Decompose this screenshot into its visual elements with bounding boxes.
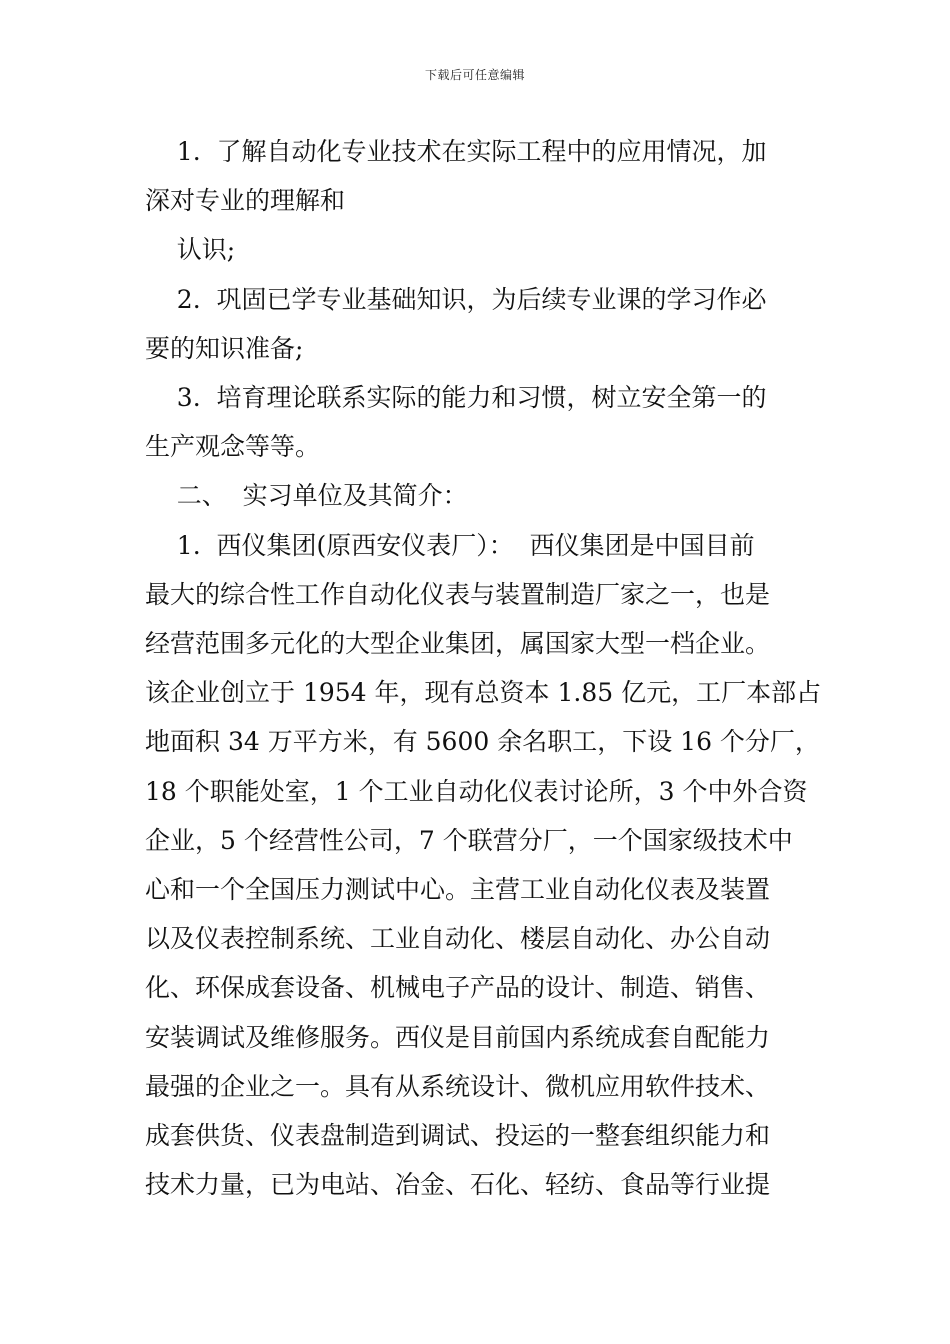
text-line: 3. 培育理论联系实际的能力和习惯，树立安全第一的 <box>145 383 767 413</box>
text-line: 深对专业的理解和 <box>145 186 346 216</box>
section-heading: 二、 实习单位及其简介： <box>145 481 468 511</box>
text-line: 18 个职能处室，1 个工业自动化仪表讨论所，3 个中外合资 <box>145 776 808 806</box>
text-line: 以及仪表控制系统、工业自动化、楼层自动化、办公自动 <box>145 924 771 954</box>
text-line: 地面积 34 万平方米，有 5600 余名职工，下设 16 个分厂， <box>145 727 820 757</box>
text-line: 安装调试及维修服务。西仪是目前国内系统成套自配能力 <box>145 1022 771 1052</box>
text-line: 心和一个全国压力测试中心。主营工业自动化仪表及装置 <box>145 875 771 905</box>
text-line: 1. 了解自动化专业技术在实际工程中的应用情况，加 <box>145 137 767 166</box>
text-line: 经营范围多元化的大型企业集团，属国家大型一档企业。 <box>145 629 771 659</box>
text-line: 成套供货、仪表盘制造到调试、投运的一整套组织能力和 <box>145 1121 771 1151</box>
text-line: 要的知识准备; <box>145 333 304 363</box>
text-line: 2. 巩固已学专业基础知识，为后续专业课的学习作必 <box>145 284 767 314</box>
text-line: 1. 西仪集团(原西安仪表厂）： 西仪集团是中国目前 <box>145 530 755 560</box>
document-body <box>145 127 825 1209</box>
text-line: 生产观念等等。 <box>145 432 321 462</box>
text-line: 企业，5 个经营性公司，7 个联营分厂，一个国家级技术中 <box>145 825 793 855</box>
text-line: 该企业创立于 1954 年，现有总资本 1.85 亿元，工厂本部占 <box>145 678 822 708</box>
text-line: 最强的企业之一。具有从系统设计、微机应用软件技术、 <box>145 1071 771 1101</box>
text-line: 最大的综合性工作自动化仪表与装置制造厂家之一，也是 <box>145 579 771 609</box>
text-line: 认识; <box>145 235 236 265</box>
text-line: 技术力量，已为电站、冶金、石化、轻纺、食品等行业提 <box>145 1170 771 1200</box>
header-note: 下载后可任意编辑 <box>424 68 525 82</box>
text-line: 化、环保成套设备、机械电子产品的设计、制造、销售、 <box>145 973 771 1003</box>
